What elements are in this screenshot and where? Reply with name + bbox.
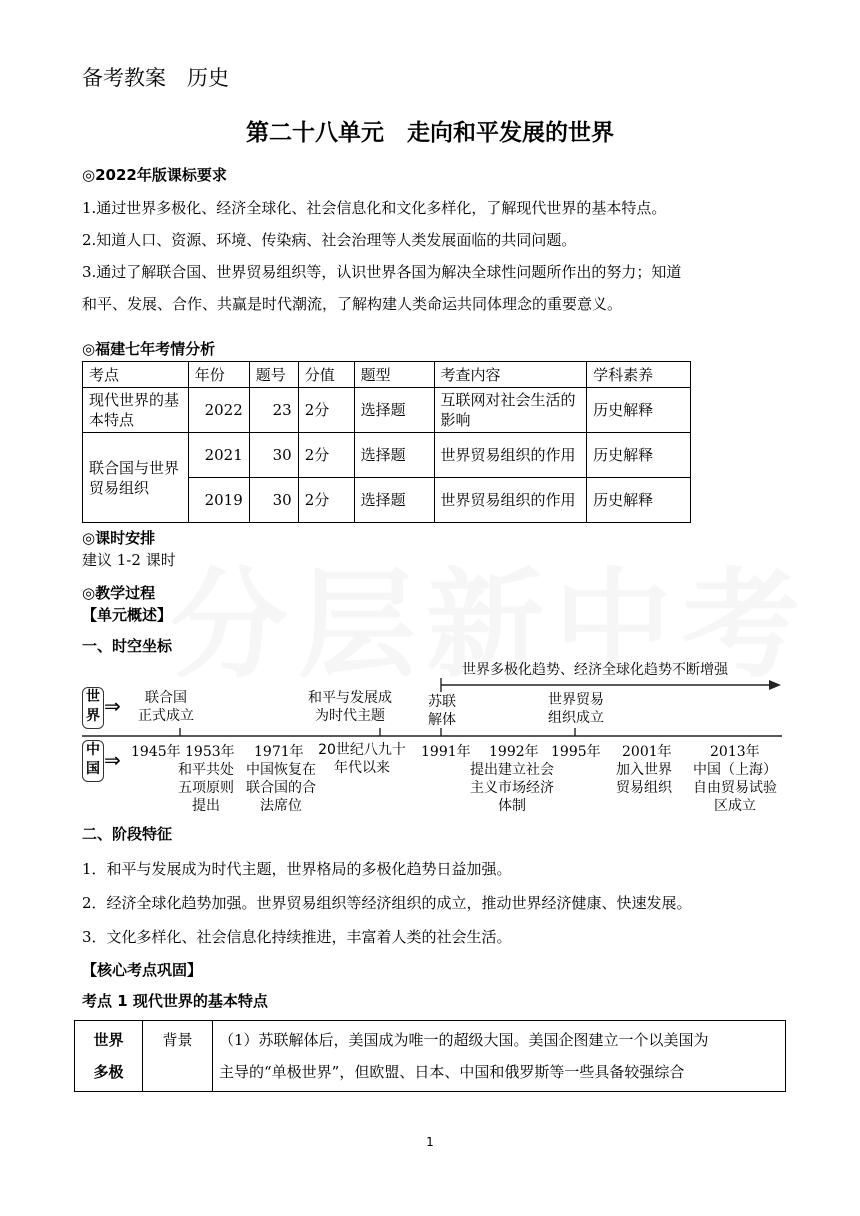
event-un-founded: 联合国 正式成立 xyxy=(138,690,194,724)
cell-number: 23 xyxy=(249,388,298,433)
event-five-principles: 和平共处 五项原则 提出 xyxy=(178,762,234,814)
event-peace-development: 和平与发展成 为时代主题 xyxy=(308,690,392,724)
cell-content: 世界贸易组织的作用 xyxy=(434,433,587,478)
col-number: 题号 xyxy=(249,362,298,388)
core-point-1: 考点 1 现代世界的基本特点 xyxy=(82,992,268,1010)
table-row xyxy=(83,433,691,478)
analysis-heading: ◎福建七年考情分析 xyxy=(82,340,216,358)
cell-aspect: 背景 xyxy=(143,1021,213,1092)
curriculum-item: 2.知道人口、资源、环境、传染病、社会治理等人类发展面临的共同问题。 xyxy=(82,231,577,249)
table-row xyxy=(83,388,691,433)
trend-label: 世界多极化趋势、经济全球化趋势不断增强 xyxy=(462,662,728,678)
world-label: 世 界 xyxy=(82,687,104,729)
cell-topic: 现代世界的基本特点 xyxy=(83,388,189,433)
stage-heading: 二、阶段特征 xyxy=(82,825,173,843)
schedule-text: 建议 1-2 课时 xyxy=(82,551,176,569)
page-number: 1 xyxy=(426,1135,434,1149)
cell-type: 选择题 xyxy=(354,478,434,523)
table-row xyxy=(75,1021,786,1092)
schedule-heading: ◎课时安排 xyxy=(82,529,156,547)
year-label: 2013年 xyxy=(710,744,760,760)
curriculum-item: 和平、发展、合作、共赢是时代潮流，了解构建人类命运共同体理念的重要意义。 xyxy=(82,295,623,313)
cell-topic: 联合国与世界贸易组织 xyxy=(83,433,189,523)
cell-category: 世界 多极 xyxy=(75,1021,143,1092)
cell-score: 2分 xyxy=(298,433,354,478)
cell-type: 选择题 xyxy=(354,388,434,433)
core-heading: 【核心考点巩固】 xyxy=(82,961,203,979)
event-join-wto: 加入世界 贸易组织 xyxy=(616,762,672,796)
cell-year: 2021 xyxy=(188,433,249,478)
col-topic: 考点 xyxy=(83,362,189,388)
process-heading: ◎教学过程 xyxy=(82,584,156,602)
year-label: 1971年 xyxy=(254,744,304,760)
cell-year: 2022 xyxy=(188,388,249,433)
cell-number: 30 xyxy=(249,433,298,478)
cell-type: 选择题 xyxy=(354,433,434,478)
curriculum-item: 1.通过世界多极化、经济全球化、社会信息化和文化多样化，了解现代世界的基本特点。 xyxy=(82,199,667,217)
col-content: 考查内容 xyxy=(434,362,587,388)
year-label: 1945年 xyxy=(131,744,181,760)
year-label: 1991年 xyxy=(421,744,471,760)
event-ussr-dissolved: 苏联 解体 xyxy=(428,694,456,728)
cell-literacy: 历史解释 xyxy=(587,388,691,433)
cell-number: 30 xyxy=(249,478,298,523)
curriculum-heading: ◎2022年版课标要求 xyxy=(82,166,227,184)
china-label: 中 国 xyxy=(82,740,104,782)
cell-literacy: 历史解释 xyxy=(587,433,691,478)
cell-content: 世界贸易组织的作用 xyxy=(434,478,587,523)
event-un-seat-restored: 中国恢复在 联合国的合 法席位 xyxy=(246,762,316,814)
year-label: 1992年 xyxy=(489,744,539,760)
cell-score: 2分 xyxy=(298,478,354,523)
year-label: 20世纪八九十 年代以来 xyxy=(318,742,406,776)
year-label: 2001年 xyxy=(622,744,672,760)
col-literacy: 学科素养 xyxy=(587,362,691,388)
overview-heading: 【单元概述】 xyxy=(82,606,173,624)
core-table xyxy=(74,1020,786,1092)
curriculum-list xyxy=(82,192,782,320)
curriculum-item: 3.通过了解联合国、世界贸易组织等，认识世界各国为解决全球性问题所作出的努力；知道 xyxy=(82,263,682,281)
watermark xyxy=(170,530,810,700)
china-arrow-icon: ⇒ xyxy=(104,748,121,772)
page-title: 第二十八单元 走向和平发展的世界 xyxy=(246,120,614,146)
stage-item: 3．文化多样化、社会信息化持续推进，丰富着人类的社会生活。 xyxy=(82,928,512,946)
stage-item: 2．经济全球化趋势加强。世界贸易组织等经济组织的成立，推动世界经济健康、快速发展。 xyxy=(82,894,692,912)
world-arrow-icon: ⇒ xyxy=(104,694,121,718)
col-type: 题型 xyxy=(354,362,434,388)
col-score: 分值 xyxy=(298,362,354,388)
timeline-heading: 一、时空坐标 xyxy=(82,637,173,655)
event-market-economy: 提出建立社会 主义市场经济 体制 xyxy=(470,762,554,814)
stage-item: 1．和平与发展成为时代主题，世界格局的多极化趋势日益加强。 xyxy=(82,860,512,878)
year-label: 1953年 xyxy=(185,744,235,760)
stage-list xyxy=(82,852,802,954)
analysis-table xyxy=(82,361,691,523)
cell-year: 2019 xyxy=(188,478,249,523)
event-shanghai-ftz: 中国（上海） 自由贸易试验 区成立 xyxy=(693,762,777,814)
table-header-row xyxy=(83,362,691,388)
doc-header: 备考教案 历史 xyxy=(82,66,229,90)
year-label: 1995年 xyxy=(551,744,601,760)
event-wto-founded: 世界贸易 组织成立 xyxy=(548,692,604,726)
cell-literacy: 历史解释 xyxy=(587,478,691,523)
col-year: 年份 xyxy=(188,362,249,388)
cell-detail: （1）苏联解体后，美国成为唯一的超级大国。美国企图建立一个以美国为 主导的“单极世界”，但欧盟、日本、中国和俄罗斯等一些具备较强综合 xyxy=(213,1021,786,1092)
cell-content: 互联网对社会生活的影响 xyxy=(434,388,587,433)
cell-score: 2分 xyxy=(298,388,354,433)
